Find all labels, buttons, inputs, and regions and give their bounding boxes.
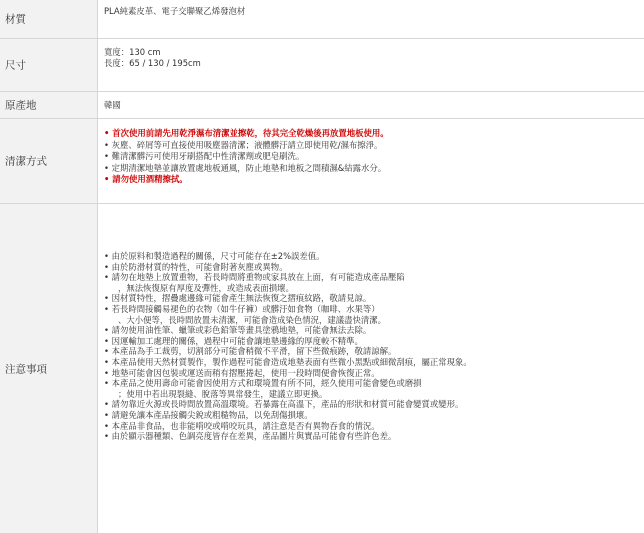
note-line: • 請勿使用油性筆、蠟筆或彩色鉛筆等畫具塗鴉地墊，可能會無法去除。 (104, 325, 372, 336)
note-line: • 地墊可能會因包裝或運送而稍有摺壓捲起，使用一段時間便會恢復正常。 (104, 367, 380, 378)
spec-row-origin (0, 91, 644, 118)
spec-value-origin (98, 92, 644, 118)
note-line: • 請勿在地墊上放置重物，若長時間將重物或家具放在上面，有可能造成產品壓陷 (104, 272, 405, 283)
note-line: • 本產品非食品，也非能啃咬或啃咬玩具，請注意是否有異物吞食的情況。 (104, 420, 380, 431)
spec-label-material: 材質 (0, 0, 98, 38)
spec-row-notes (0, 203, 644, 533)
origin-text: 韓國 (104, 100, 121, 110)
spec-row-material (0, 0, 644, 38)
spec-label-size: 尺寸 (0, 39, 98, 91)
note-line: • 若長時間接觸易褪色的衣物（如牛仔褲）或髒汙如食物（咖啡、水果等） (104, 303, 380, 314)
note-line: • 請勿靠近火源或長時間放置高溫環境。若暴露在高溫下，產品的形狀和材質可能會變質或變形。 (104, 399, 464, 410)
note-line: • 本產品使用天然材質製作，製作過程可能會造成地墊表面有些微小黑點或細微刮痕，屬正常現象。 (104, 356, 472, 367)
cleaning-line: • 定期清潔地墊並讓放置處地板通風，防止地墊和地板之間積濕&結露水分。 (104, 162, 387, 173)
spec-row-size (0, 38, 644, 91)
cleaning-line: • 難清潔髒污可使用牙刷搭配中性清潔劑或肥皂刷洗。 (104, 151, 305, 162)
spec-value-cleaning (98, 119, 644, 203)
cleaning-line: • 灰塵、碎屑等可直接使用吸塵器清潔；液體髒汙請立即使用乾/濕布擦淨。 (104, 139, 383, 150)
note-line: • 請避免讓本產品接觸尖銳或粗糙物品，以免刮傷損壞。 (104, 409, 313, 420)
spec-row-cleaning (0, 118, 644, 203)
spec-label-origin: 原產地 (0, 92, 98, 118)
note-line: • 由於原料和製造過程的關係，尺寸可能存在±2%誤差值。 (104, 251, 325, 261)
material-text: PLA純素皮革、電子交聯聚乙烯發泡材 (104, 6, 246, 16)
note-line: • 因材質特性，摺疊處邊緣可能會產生無法恢復之摺痕紋路，敬請見諒。 (104, 293, 372, 304)
note-line: • 由於顯示器種類、色調亮度皆存在差異，產品圖片與實品可能會有些許色差。 (104, 431, 397, 442)
note-line: ，無法恢復原有厚度及彈性，或造成表面損壞。 (118, 282, 294, 293)
spec-label-cleaning: 清潔方式 (0, 119, 98, 203)
note-line: 、大小便等，長時間放置未清潔，可能會造成染色情況，建議盡快清潔。 (118, 314, 386, 325)
spec-value-notes (98, 204, 644, 533)
note-line: ；使用中若出現裂縫、脫落等異常發生，建議立即更換。 (118, 388, 328, 399)
note-line: • 由於防滑材質的特性，可能會附著灰塵或異物。 (104, 261, 288, 272)
size-width: 寬度：130 cm (104, 47, 161, 57)
note-line: • 本產品為手工裁剪，切割部分可能會稍微不平滑，留下些微痕跡，敬請諒解。 (104, 346, 397, 357)
spec-label-notes: 注意事項 (0, 204, 98, 533)
spec-value-size (98, 39, 644, 91)
note-line: • 本產品之使用壽命可能會因使用方式和環境置有所不同，經久使用可能會變色或磨損 (104, 378, 422, 389)
size-length: 長度：65 / 130 / 195cm (104, 57, 201, 68)
cleaning-line: • 請勿使用酒精擦拭。 (104, 174, 188, 185)
note-line: • 因運輸加工處理的關係，過程中可能會讓地墊邊緣的厚度較不精準。 (104, 335, 363, 346)
cleaning-line: • 首次使用前請先用乾淨濕布清潔並擦乾，待其完全乾燥後再放置地板使用。 (104, 128, 389, 138)
spec-value-material (98, 0, 644, 38)
